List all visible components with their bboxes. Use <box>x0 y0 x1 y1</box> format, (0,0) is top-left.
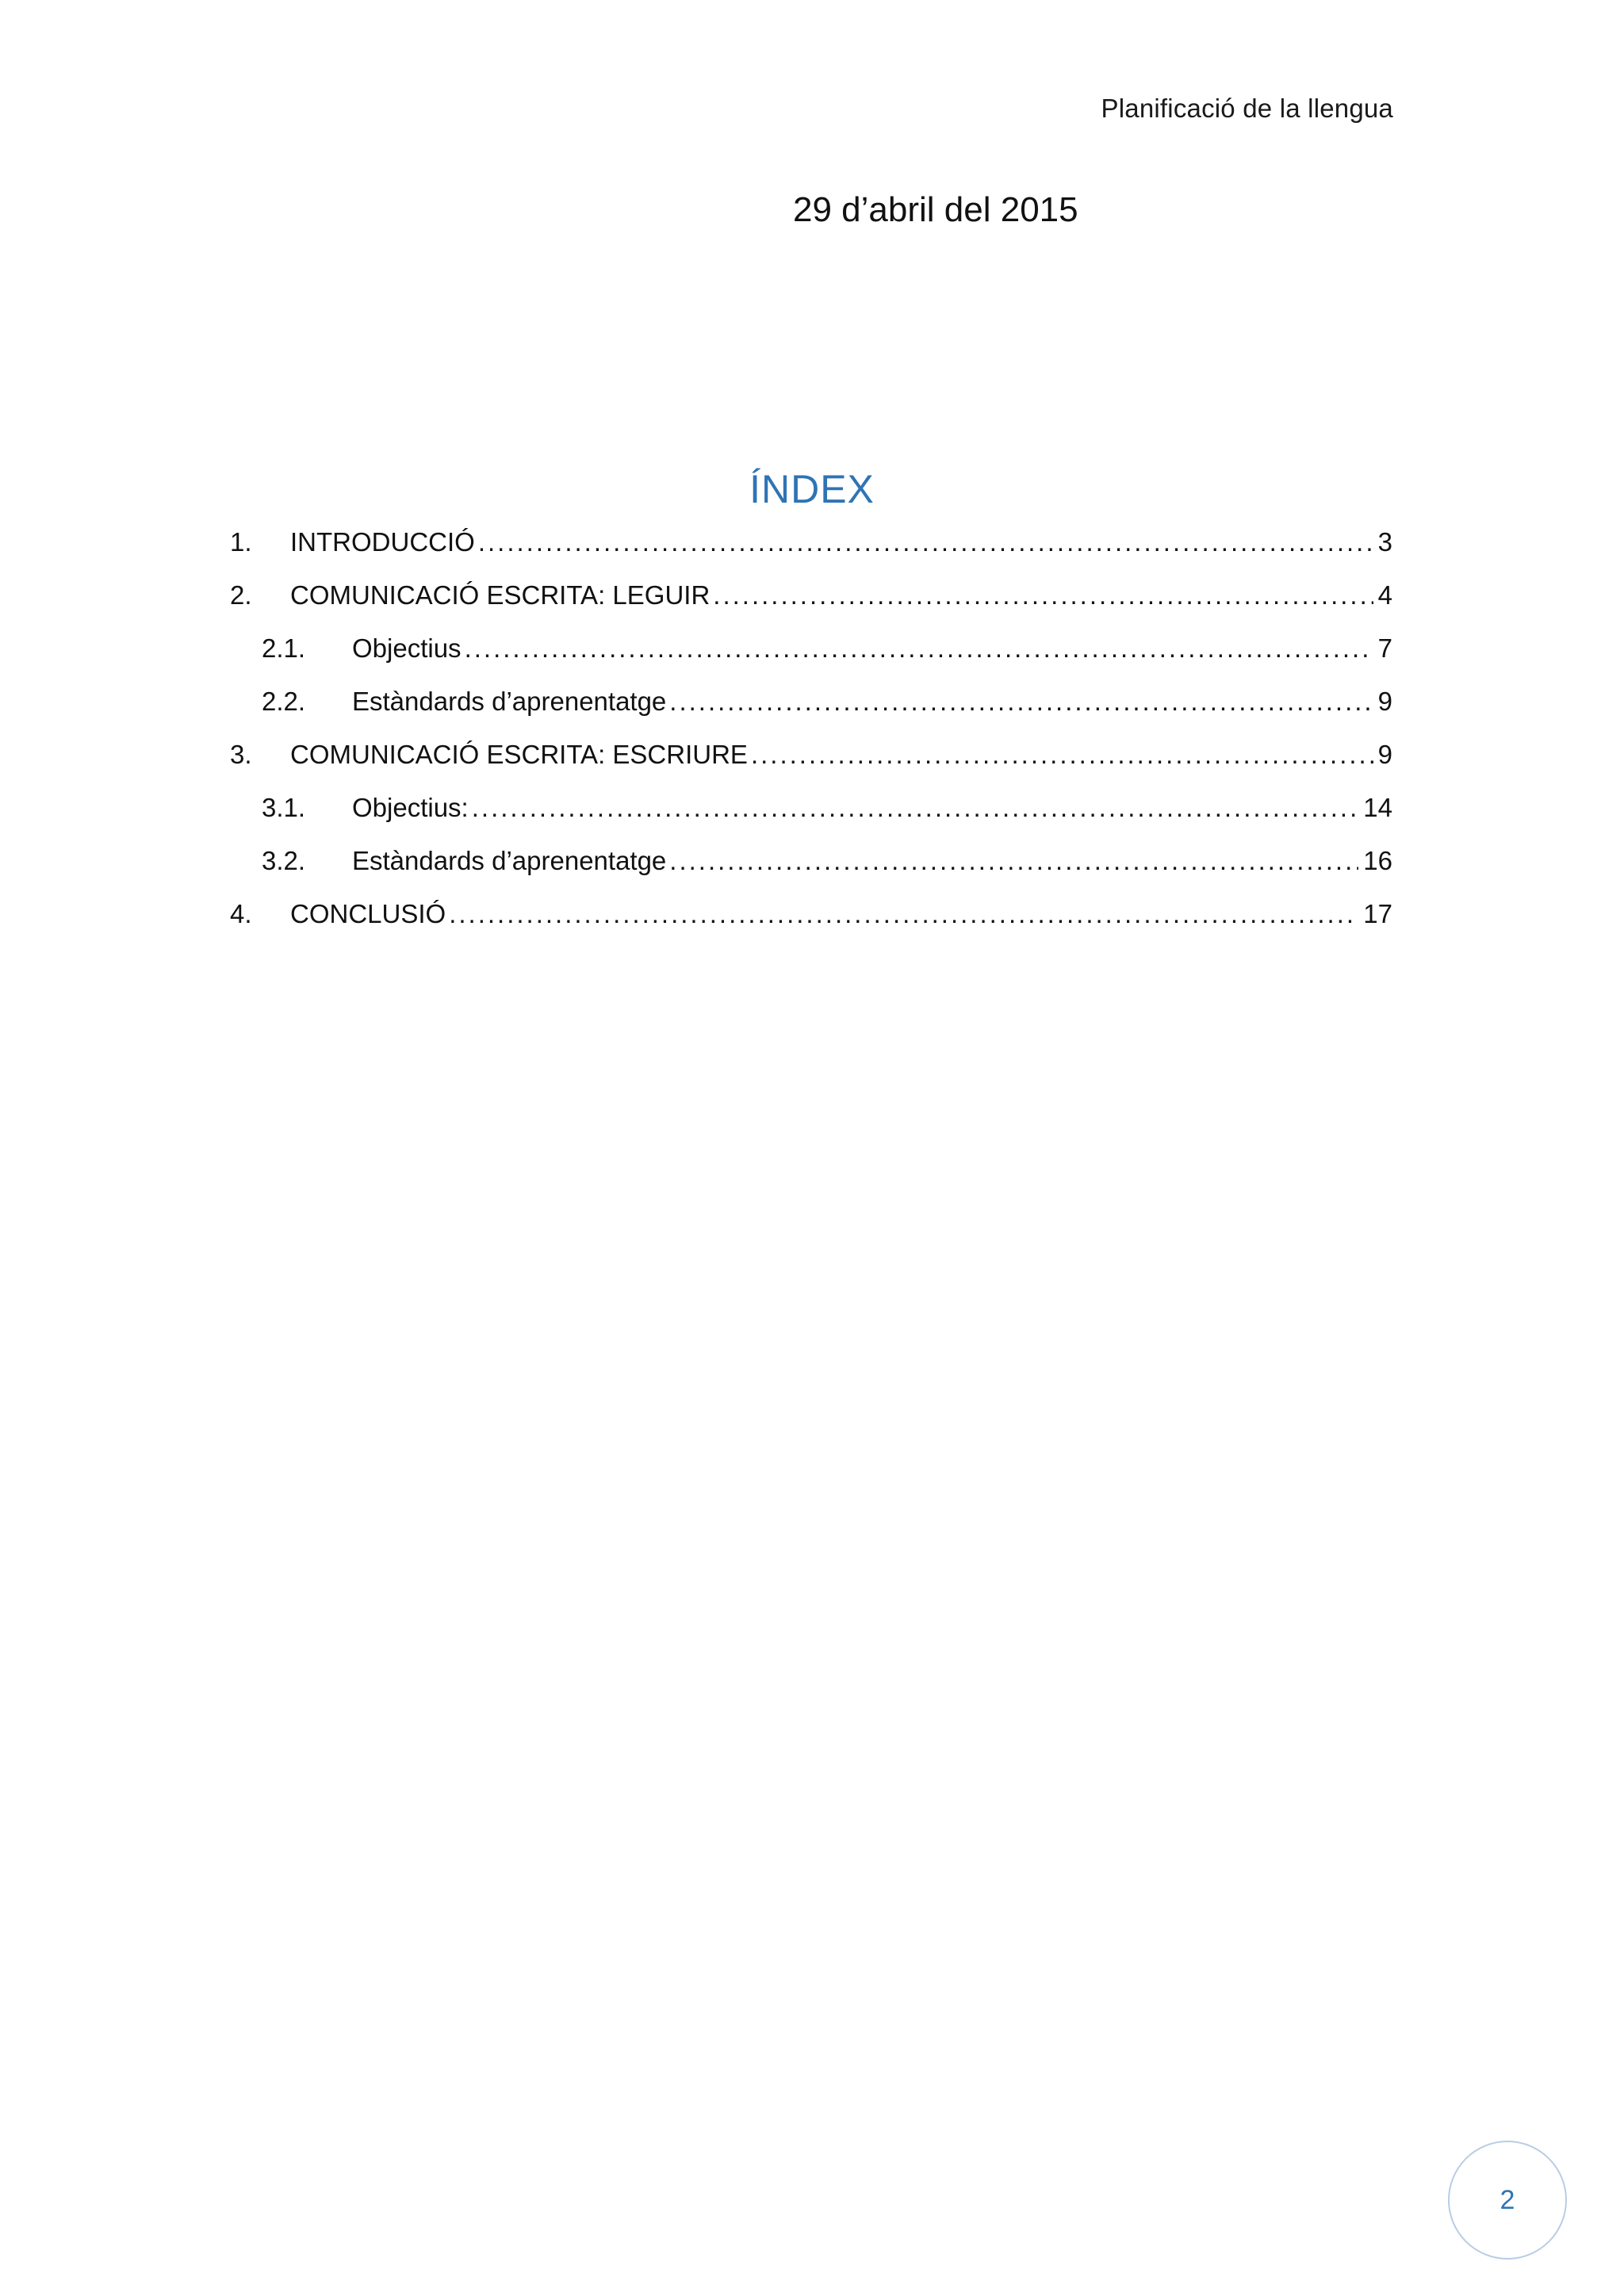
toc-heading: ÍNDEX <box>749 467 875 511</box>
toc-entry-label: COMUNICACIÓ ESCRITA: LEGUIR <box>290 580 710 610</box>
toc-entry-comunicacio-escriure[interactable] <box>230 728 1392 781</box>
toc-dot-leader <box>449 887 1358 940</box>
table-of-contents <box>230 515 1392 940</box>
toc-entry-page: 9 <box>1377 687 1392 716</box>
toc-entry-page: 7 <box>1377 633 1392 663</box>
toc-dot-leader <box>478 515 1373 568</box>
toc-entry-number: 4. <box>230 899 252 928</box>
toc-dot-leader <box>713 568 1373 622</box>
toc-entry-label: INTRODUCCIÓ <box>290 527 475 557</box>
document-date: 29 d’abril del 2015 <box>793 190 1078 229</box>
page-number: 2 <box>1500 2184 1515 2215</box>
toc-entry-number: 1. <box>230 527 252 557</box>
toc-entry-number: 3. <box>230 740 252 769</box>
toc-entry-number: 3.2. <box>262 846 306 875</box>
toc-entry-number: 2.1. <box>262 633 306 663</box>
toc-entry-label: Estàndards d’aprenentatge <box>352 846 667 875</box>
toc-entry-page: 16 <box>1363 846 1392 875</box>
toc-entry-objectius-llegir[interactable] <box>230 622 1392 675</box>
toc-entry-conclusio[interactable] <box>230 887 1392 940</box>
toc-dot-leader <box>472 781 1359 834</box>
toc-entry-number: 2.2. <box>262 687 306 716</box>
running-header: Planificació de la llengua <box>1101 94 1393 123</box>
page-number-badge <box>1448 2141 1567 2260</box>
toc-entry-number: 3.1. <box>262 793 306 822</box>
toc-entry-estandards-llegir[interactable] <box>230 675 1392 728</box>
toc-entry-label: Objectius <box>352 633 462 663</box>
toc-dot-leader <box>669 834 1358 887</box>
toc-dot-leader <box>669 675 1373 728</box>
toc-entry-page: 4 <box>1377 580 1392 610</box>
toc-entry-label: Estàndards d’aprenentatge <box>352 687 667 716</box>
toc-entry-label: COMUNICACIÓ ESCRITA: ESCRIURE <box>290 740 748 769</box>
toc-entry-page: 17 <box>1363 899 1392 928</box>
toc-dot-leader <box>465 622 1373 675</box>
toc-entry-introduccio[interactable] <box>230 515 1392 568</box>
toc-entry-number: 2. <box>230 580 252 610</box>
toc-entry-objectius-escriure[interactable] <box>230 781 1392 834</box>
toc-entry-comunicacio-llegir[interactable] <box>230 568 1392 622</box>
toc-entry-page: 14 <box>1363 793 1392 822</box>
toc-entry-label: CONCLUSIÓ <box>290 899 446 928</box>
toc-entry-estandards-escriure[interactable] <box>230 834 1392 887</box>
toc-entry-page: 9 <box>1377 740 1392 769</box>
toc-dot-leader <box>751 728 1373 781</box>
toc-entry-label: Objectius: <box>352 793 469 822</box>
toc-entry-page: 3 <box>1377 527 1392 557</box>
